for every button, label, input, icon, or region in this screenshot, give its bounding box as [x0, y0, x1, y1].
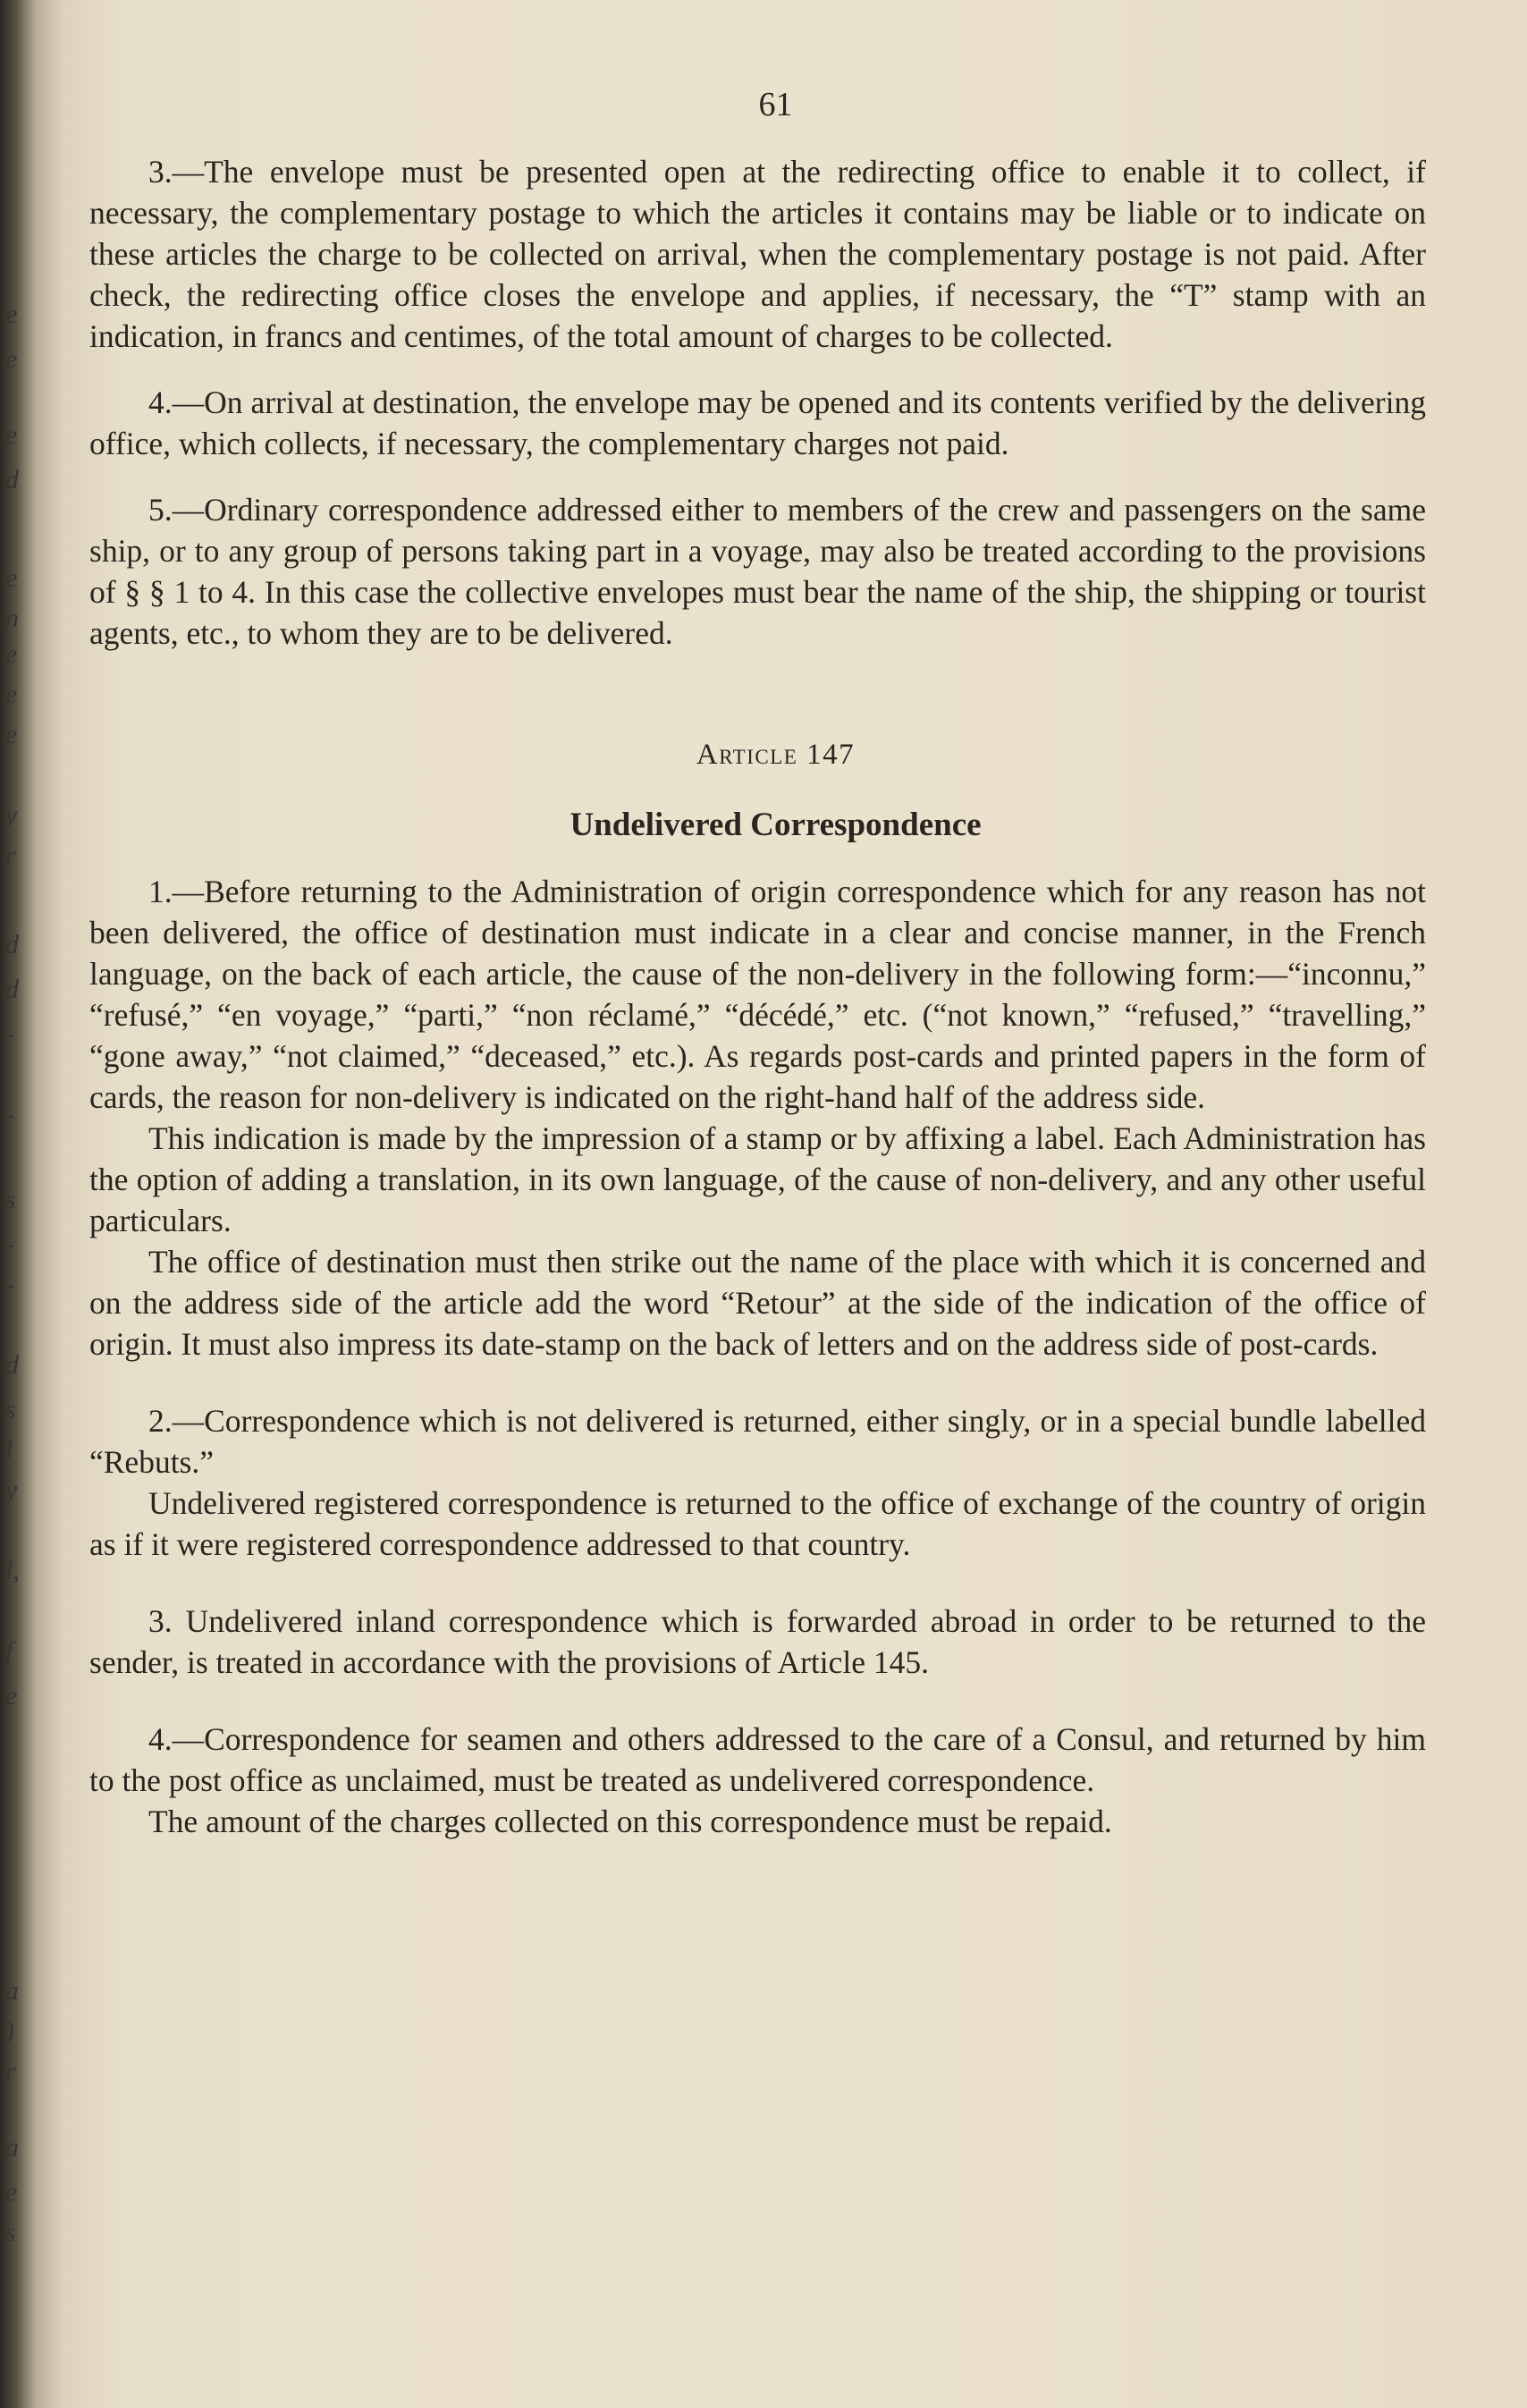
margin-letter: e [5, 639, 18, 669]
facing-page-margin [0, 0, 63, 2408]
margin-letter: n [5, 604, 19, 633]
margin-letter: e [5, 2177, 18, 2207]
margin-letter: a [5, 1976, 19, 2006]
paragraph-office-destination: The office of destination must then strike out the name of the place with which it is concerned and on the address side of the article add the word “Retour” at the side of the indication of the office of origin. It must also impress its date-stamp on the back of letters and on the address side of post-cards. [89, 1244, 1426, 1362]
paragraph-registered-correspondence: Undelivered registered correspondence is returned to the office of exchange of the country of origin as if it were registered correspondence addressed to that country. [89, 1485, 1426, 1562]
margin-letter: e [5, 720, 18, 749]
paragraph-charges-repaid: The amount of the charges collected on this correspondence must be repaid. [148, 1804, 1112, 1839]
paragraph-inland-correspondence: 3. Undelivered inland correspondence which is forwarded abroad in order to be returned to the sender, is treated in accordance with the provisions of Article 145. [89, 1603, 1426, 1680]
margin-letter: - [5, 1019, 14, 1049]
margin-letter: r [5, 841, 16, 870]
margin-letter: f [5, 1636, 13, 1666]
section-title: Undelivered Correspondence [569, 807, 982, 843]
margin-letter: - [5, 1229, 14, 1259]
page-content [89, 85, 1426, 1842]
paragraph-indication-stamp: This indication is made by the impression of a stamp or by affixing a label. Each Administration has the option of adding a translation, in its own language, of the cause of non-delivery, and any other useful particulars. [89, 1120, 1426, 1238]
paragraph-before-returning: 1.—Before returning to the Administration of origin correspondence which for any reason has not been delivered, the office of destination must indicate in a clear and concise manner, in the French language, on the back of each article, the cause of the non-delivery in the following form:—“inconnu,” “refusé,” “en voyage,” “parti,” “non réclamé,” “décédé,” etc. (“not known,” “refused,” “travelling,” “gone away,” “not claimed,” “deceased,” etc.). As regards post-cards and printed papers in the form of cards, the reason for non-delivery is indicated on the right-hand half of the address side. [89, 874, 1426, 1115]
margin-letter: d [5, 1350, 19, 1380]
margin-letter: a [5, 2133, 19, 2162]
margin-letter: l [5, 1435, 13, 1465]
margin-letter: y [5, 1475, 18, 1505]
margin-letter: ) [5, 2016, 14, 2046]
margin-letter: l, [5, 1556, 20, 1585]
paragraph-arrival-destination: 4.—On arrival at destination, the envelope may be opened and its contents verified by the delivering office, which collects, if necessary, the complementary charges not paid. [89, 384, 1426, 461]
paragraph-not-delivered-returned: 2.—Correspondence which is not delivered is returned, either singly, or in a special bundle labelled “Rebuts.” [89, 1403, 1426, 1480]
paragraph-ordinary-correspondence: 5.—Ordinary correspondence addressed either to members of the crew and passengers on the same ship, or to any group of persons taking part in a voyage, may also be treated according to the provisions of § § 1 to 4. In this case the collective envelopes must bear the name of the ship, the shipping or tourist agents, etc., to whom they are to be delivered. [89, 492, 1426, 651]
margin-letter: d [5, 465, 19, 494]
margin-letter: d [5, 930, 19, 959]
margin-letter: e [5, 344, 18, 374]
margin-letter: e [5, 420, 18, 450]
margin-letter: e [5, 563, 18, 593]
margin-letter: e [5, 1681, 18, 1711]
margin-letter: s [5, 2218, 16, 2247]
margin-letter: r [5, 2057, 16, 2086]
margin-letter: - [5, 1270, 14, 1299]
margin-letter: d [5, 975, 19, 1004]
margin-letter: e [5, 680, 18, 709]
margin-letter: - [5, 1100, 14, 1129]
article-heading: Article 147 [696, 739, 856, 771]
margin-letter: e [5, 300, 18, 329]
margin-letter: y [5, 800, 18, 830]
margin-letter: s [5, 1185, 16, 1214]
paragraph-seamen-correspondence: 4.—Correspondence for seamen and others addressed to the care of a Consul, and returned by him to the post office as unclaimed, must be treated as undelivered correspondence. [89, 1721, 1426, 1798]
margin-letter: s [5, 1395, 16, 1424]
paragraph-redirect-envelope: 3.—The envelope must be presented open at the redirecting office to enable it to collect, if necessary, the complementary postage to which the articles it contains may be liable or to indicate on these articles the charge to be collected on arrival, when the complementary postage is not paid. After check, the redirecting office closes the envelope and applies, if necessary, the “T” stamp with an indication, in francs and centimes, of the total amount of charges to be collected. [89, 154, 1426, 354]
page-number: 61 [758, 86, 793, 123]
